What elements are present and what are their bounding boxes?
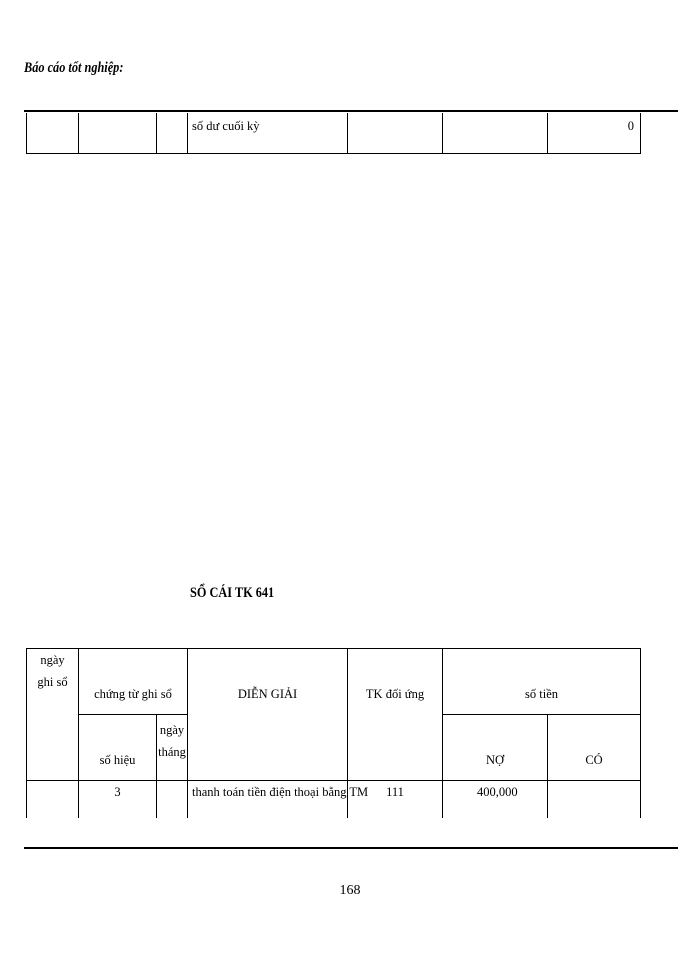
cell-debit: 400,000: [443, 781, 548, 819]
col-voucher: chứng từ ghi sổ: [79, 649, 188, 715]
header-row: [27, 649, 641, 715]
footer-rule: [24, 847, 678, 849]
cell-date: [27, 781, 79, 819]
balance-table: [26, 113, 641, 154]
cell-empty: [79, 113, 157, 154]
ledger-title: SỔ CÁI TK 641: [190, 585, 275, 601]
col-amount: số tiền: [443, 649, 641, 715]
col-description: DIỄN GIẢI: [188, 649, 348, 781]
cell-empty: [157, 113, 188, 154]
closing-balance-label: số dư cuối kỳ: [188, 113, 348, 154]
closing-debit: [443, 113, 548, 154]
col-date: ngày ghi sổ: [27, 649, 79, 781]
col-account: TK đối ứng: [348, 649, 443, 781]
col-credit: CÓ: [548, 715, 641, 781]
table-row: [27, 781, 641, 819]
cell-empty: [27, 113, 79, 154]
col-voucher-date: ngày tháng: [157, 715, 188, 781]
cell-voucher-date: [157, 781, 188, 819]
page-number: 168: [339, 883, 361, 898]
table-row: [27, 113, 641, 154]
cell-account: 111: [348, 781, 443, 819]
cell-empty: [348, 113, 443, 154]
cell-description: thanh toán tiền điện thoại bằng TM: [188, 781, 348, 819]
closing-credit: 0: [548, 113, 641, 154]
cell-voucher-no: 3: [79, 781, 157, 819]
col-debit: NỢ: [443, 715, 548, 781]
header-rule: [24, 110, 678, 112]
ledger-table: [26, 648, 641, 818]
col-voucher-no: số hiệu: [79, 715, 157, 781]
report-header-title: Báo cáo tốt nghiệp:: [24, 60, 124, 76]
cell-credit: [548, 781, 641, 819]
